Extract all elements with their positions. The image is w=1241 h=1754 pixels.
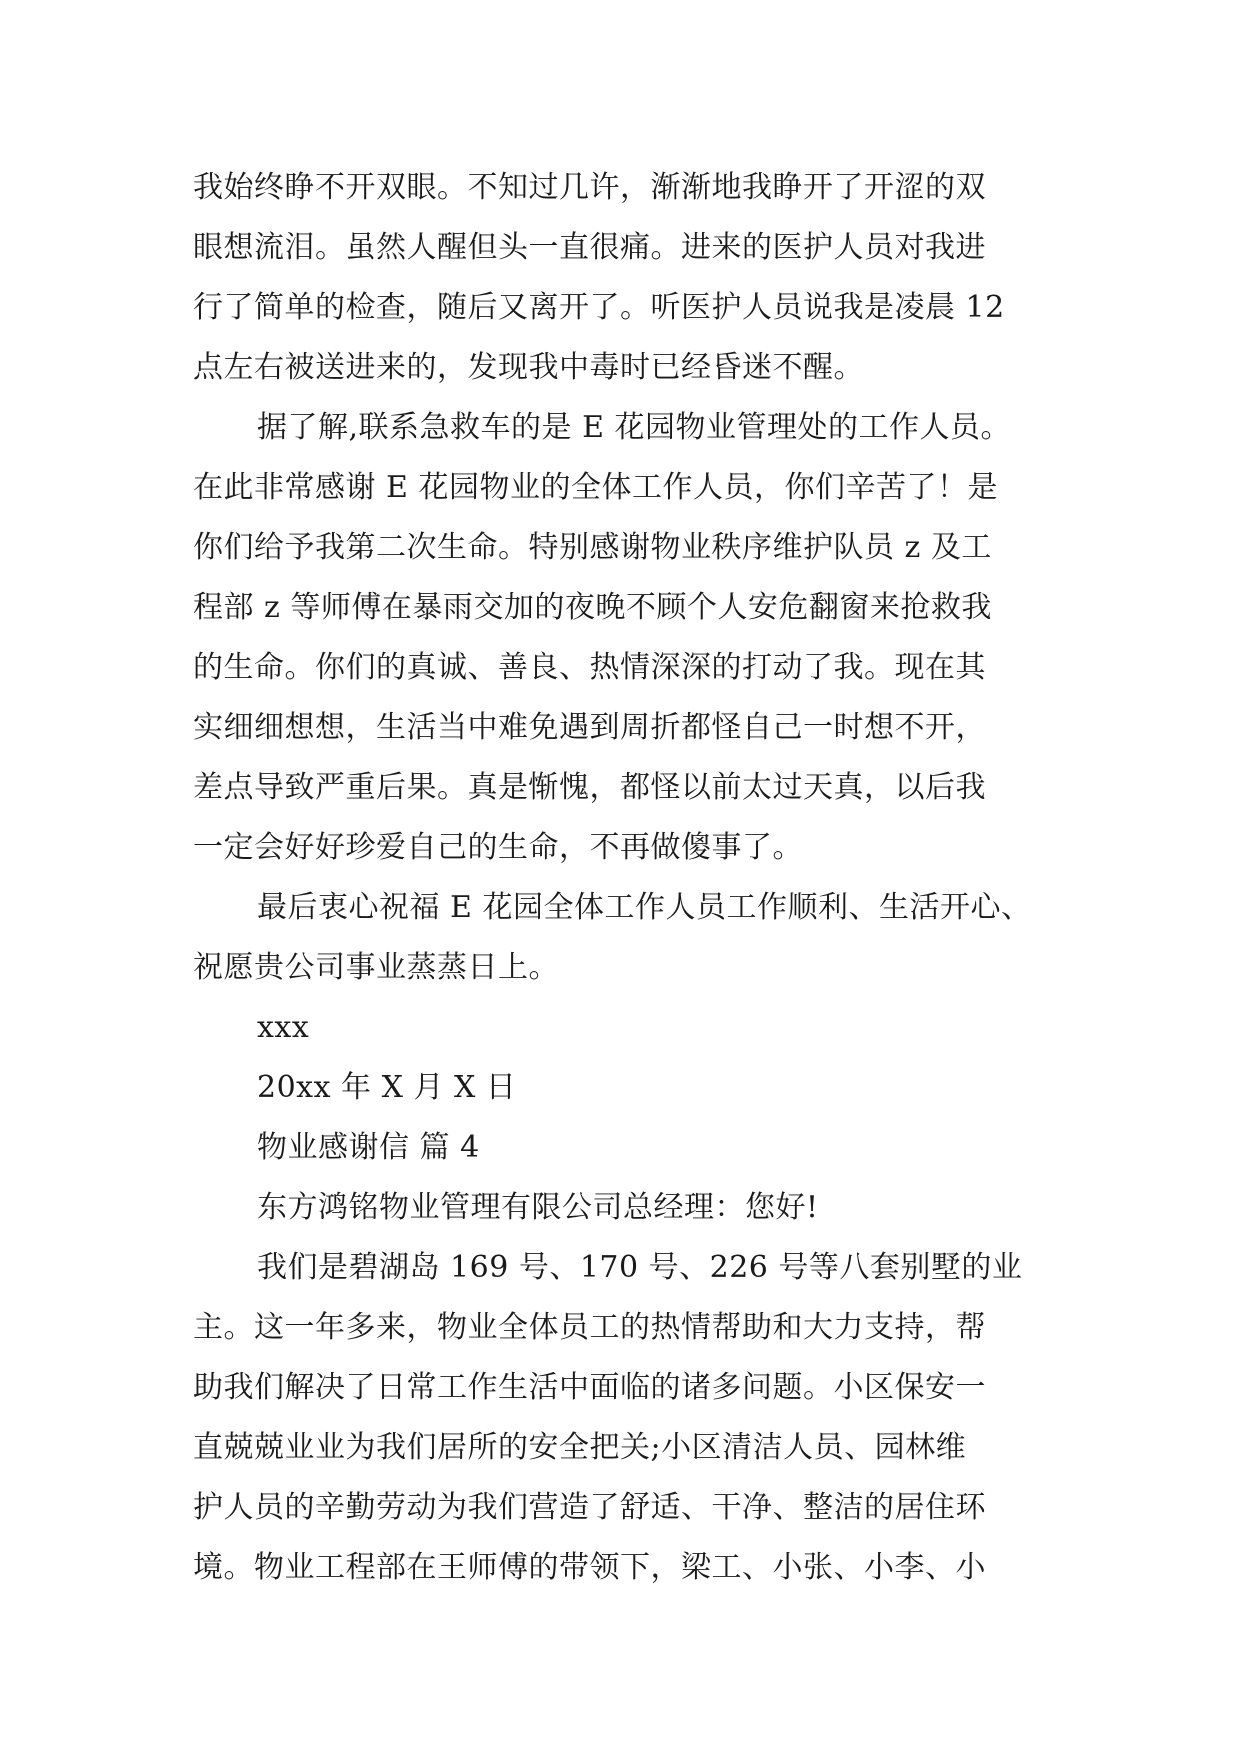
text-line: 我始终睁不开双眼。不知过几许，渐渐地我睁开了开涩的双 (193, 170, 986, 205)
paragraph-start-line: 我们是碧湖岛 169 号、170 号、226 号等八套别墅的业 (257, 1250, 1023, 1285)
text-line: 助我们解决了日常工作生活中面临的诸多问题。小区保安一 (193, 1370, 986, 1405)
text-line: 的生命。你们的真诚、善良、热情深深的打动了我。现在其 (193, 650, 986, 685)
text-line: 差点导致严重后果。真是惭愧，都怪以前太过天真，以后我 (193, 770, 986, 805)
text-line: 祝愿贵公司事业蒸蒸日上。 (193, 950, 559, 985)
section-heading: 物业感谢信 篇 4 (257, 1130, 480, 1165)
text-line: 护人员的辛勤劳动为我们营造了舒适、干净、整洁的居住环 (193, 1490, 986, 1525)
text-line: 在此非常感谢 E 花园物业的全体工作人员，你们辛苦了！是 (193, 470, 998, 505)
text-line: 主。这一年多来，物业全体员工的热情帮助和大力支持，帮 (193, 1310, 986, 1345)
text-line: 点左右被送进来的，发现我中毒时已经昏迷不醒。 (193, 350, 864, 385)
letter-body (193, 158, 1073, 1598)
signature-name: xxx (257, 1010, 310, 1045)
text-line: 你们给予我第二次生命。特别感谢物业秩序维护队员 z 及工 (193, 530, 992, 565)
text-line: 一定会好好珍爱自己的生命，不再做傻事了。 (193, 830, 803, 865)
text-line: 行了简单的检查，随后又离开了。听医护人员说我是凌晨 12 (193, 290, 1005, 325)
text-line: 境。物业工程部在王师傅的带领下，梁工、小张、小李、小 (193, 1550, 986, 1585)
text-line: 实细细想想，生活当中难免遇到周折都怪自己一时想不开， (193, 710, 986, 745)
salutation: 东方鸿铭物业管理有限公司总经理：您好! (257, 1190, 819, 1225)
signature-date: 20xx 年 X 月 X 日 (257, 1070, 517, 1105)
text-line: 直兢兢业业为我们居所的安全把关;小区清洁人员、园林维 (193, 1430, 967, 1465)
text-line: 程部 z 等师傅在暴雨交加的夜晚不顾个人安危翻窗来抢救我 (193, 590, 992, 625)
paragraph-start-line: 据了解,联系急救车的是 E 花园物业管理处的工作人员。 (257, 410, 1012, 445)
text-line: 眼想流泪。虽然人醒但头一直很痛。进来的医护人员对我进 (193, 230, 986, 265)
paragraph-start-line: 最后衷心祝福 E 花园全体工作人员工作顺利、生活开心、 (257, 890, 1032, 925)
